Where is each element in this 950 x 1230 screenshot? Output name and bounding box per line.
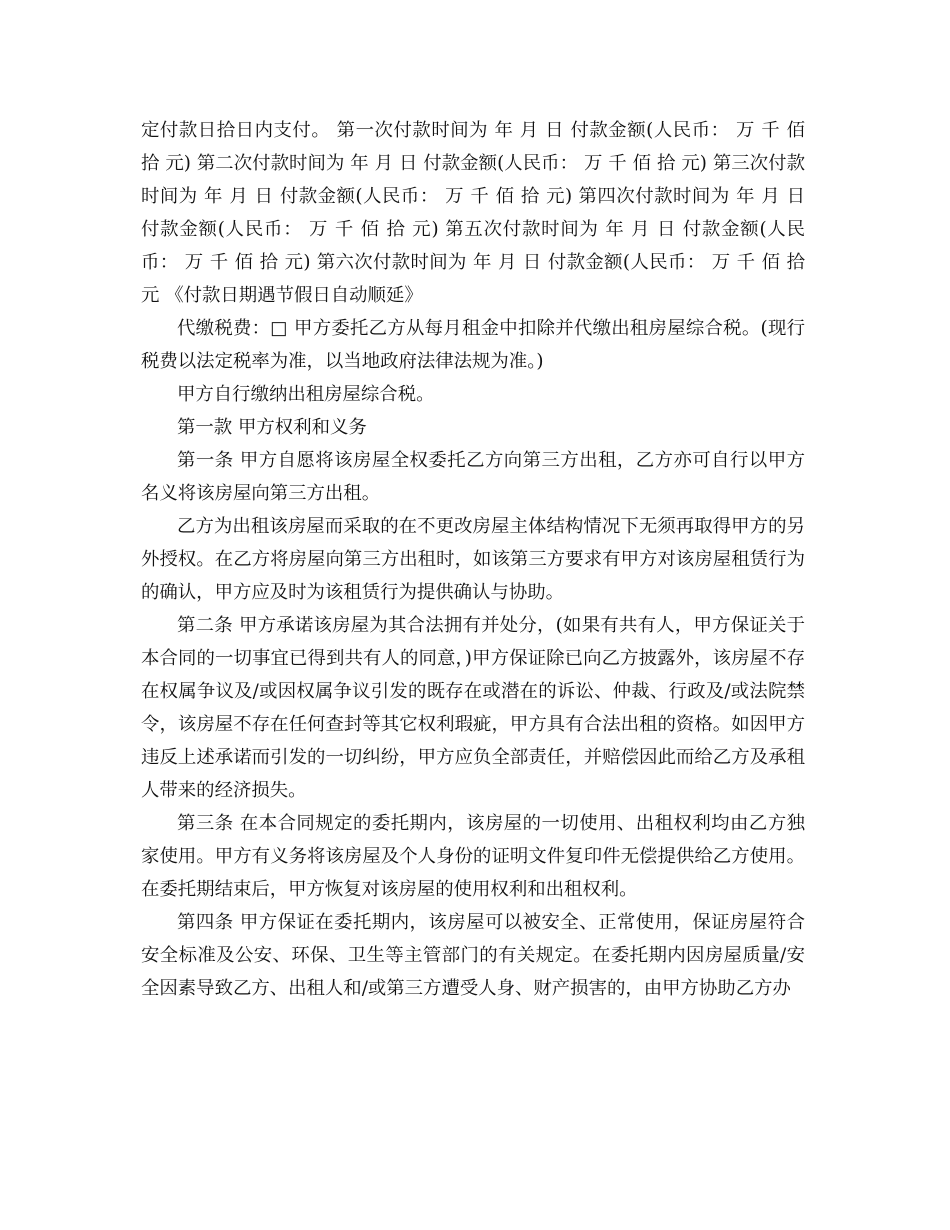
paragraph-payment-schedule: 定付款日拾日内支付。 第一次付款时间为 年 月 日 付款金额(人民币： 万 千 佰 拾 元) 第二次付款时间为 年 月 日 付款金额(人民币： 万 千 佰 拾 元) 第三次付款时间为 年 月 日 付款金额(人民币： 万 千 佰 拾 元) 第四次付款时间为 年 月 日 付款金额(人民币： 万 千 佰 拾 元) 第五次付款时间为 年 月 日 付款金额(人民币： 万 千 佰 拾 元) 第六次付款时间为 年 月 日 付款金额(人民币： 万 千 佰 拾 元 《付款日期遇节假日自动顺延》 <box>141 120 805 306</box>
document-body <box>141 114 805 1005</box>
paragraph-self-pay-tax: 甲方自行缴纳出租房屋综合税。 <box>177 384 435 405</box>
paragraph-article-2: 第二条 甲方承诺该房屋为其合法拥有并处分，(如果有共有人，甲方保证关于本合同的一切事宜已得到共有人的同意，)甲方保证除已向乙方披露外，该房屋不存在权属争议及/或因权属争议引发的既存在或潜在的诉讼、仲裁、行政及/或法院禁令，该房屋不存在任何查封等其它权利瑕疵，甲方具有合法出租的资格。如因甲方违反上述承诺而引发的一切纠纷，甲方应负全部责任，并赔偿因此而给乙方及承租人带来的经济损失。 <box>141 615 805 801</box>
paragraph-article-1: 第一条 甲方自愿将该房屋全权委托乙方向第三方出租，乙方亦可自行以甲方名义将该房屋向第三方出租。 <box>141 450 805 504</box>
paragraph-article-3: 第三条 在本合同规定的委托期内，该房屋的一切使用、出租权利均由乙方独家使用。甲方有义务将该房屋及个人身份的证明文件复印件无偿提供给乙方使用。在委托期结束后，甲方恢复对该房屋的使用权利和出租权利。 <box>141 813 805 900</box>
section-heading-party-a-rights: 第一款 甲方权利和义务 <box>177 417 367 438</box>
paragraph-article-4: 第四条 甲方保证在委托期内，该房屋可以被安全、正常使用，保证房屋符合安全标准及公安、环保、卫生等主管部门的有关规定。在委托期内因房屋质量/安全因素导致乙方、出租人和/或第三方遭受人身、财产损害的，由甲方协助乙方办 <box>141 912 805 999</box>
paragraph-tax-agency: 代缴税费：□ 甲方委托乙方从每月租金中扣除并代缴出租房屋综合税。(现行税费以法定税率为准，以当地政府法律法规为准。) <box>141 318 805 372</box>
paragraph-authorization: 乙方为出租该房屋而采取的在不更改房屋主体结构情况下无须再取得甲方的另外授权。在乙方将房屋向第三方出租时，如该第三方要求有甲方对该房屋租赁行为的确认，甲方应及时为该租赁行为提供确认与协助。 <box>141 516 805 603</box>
